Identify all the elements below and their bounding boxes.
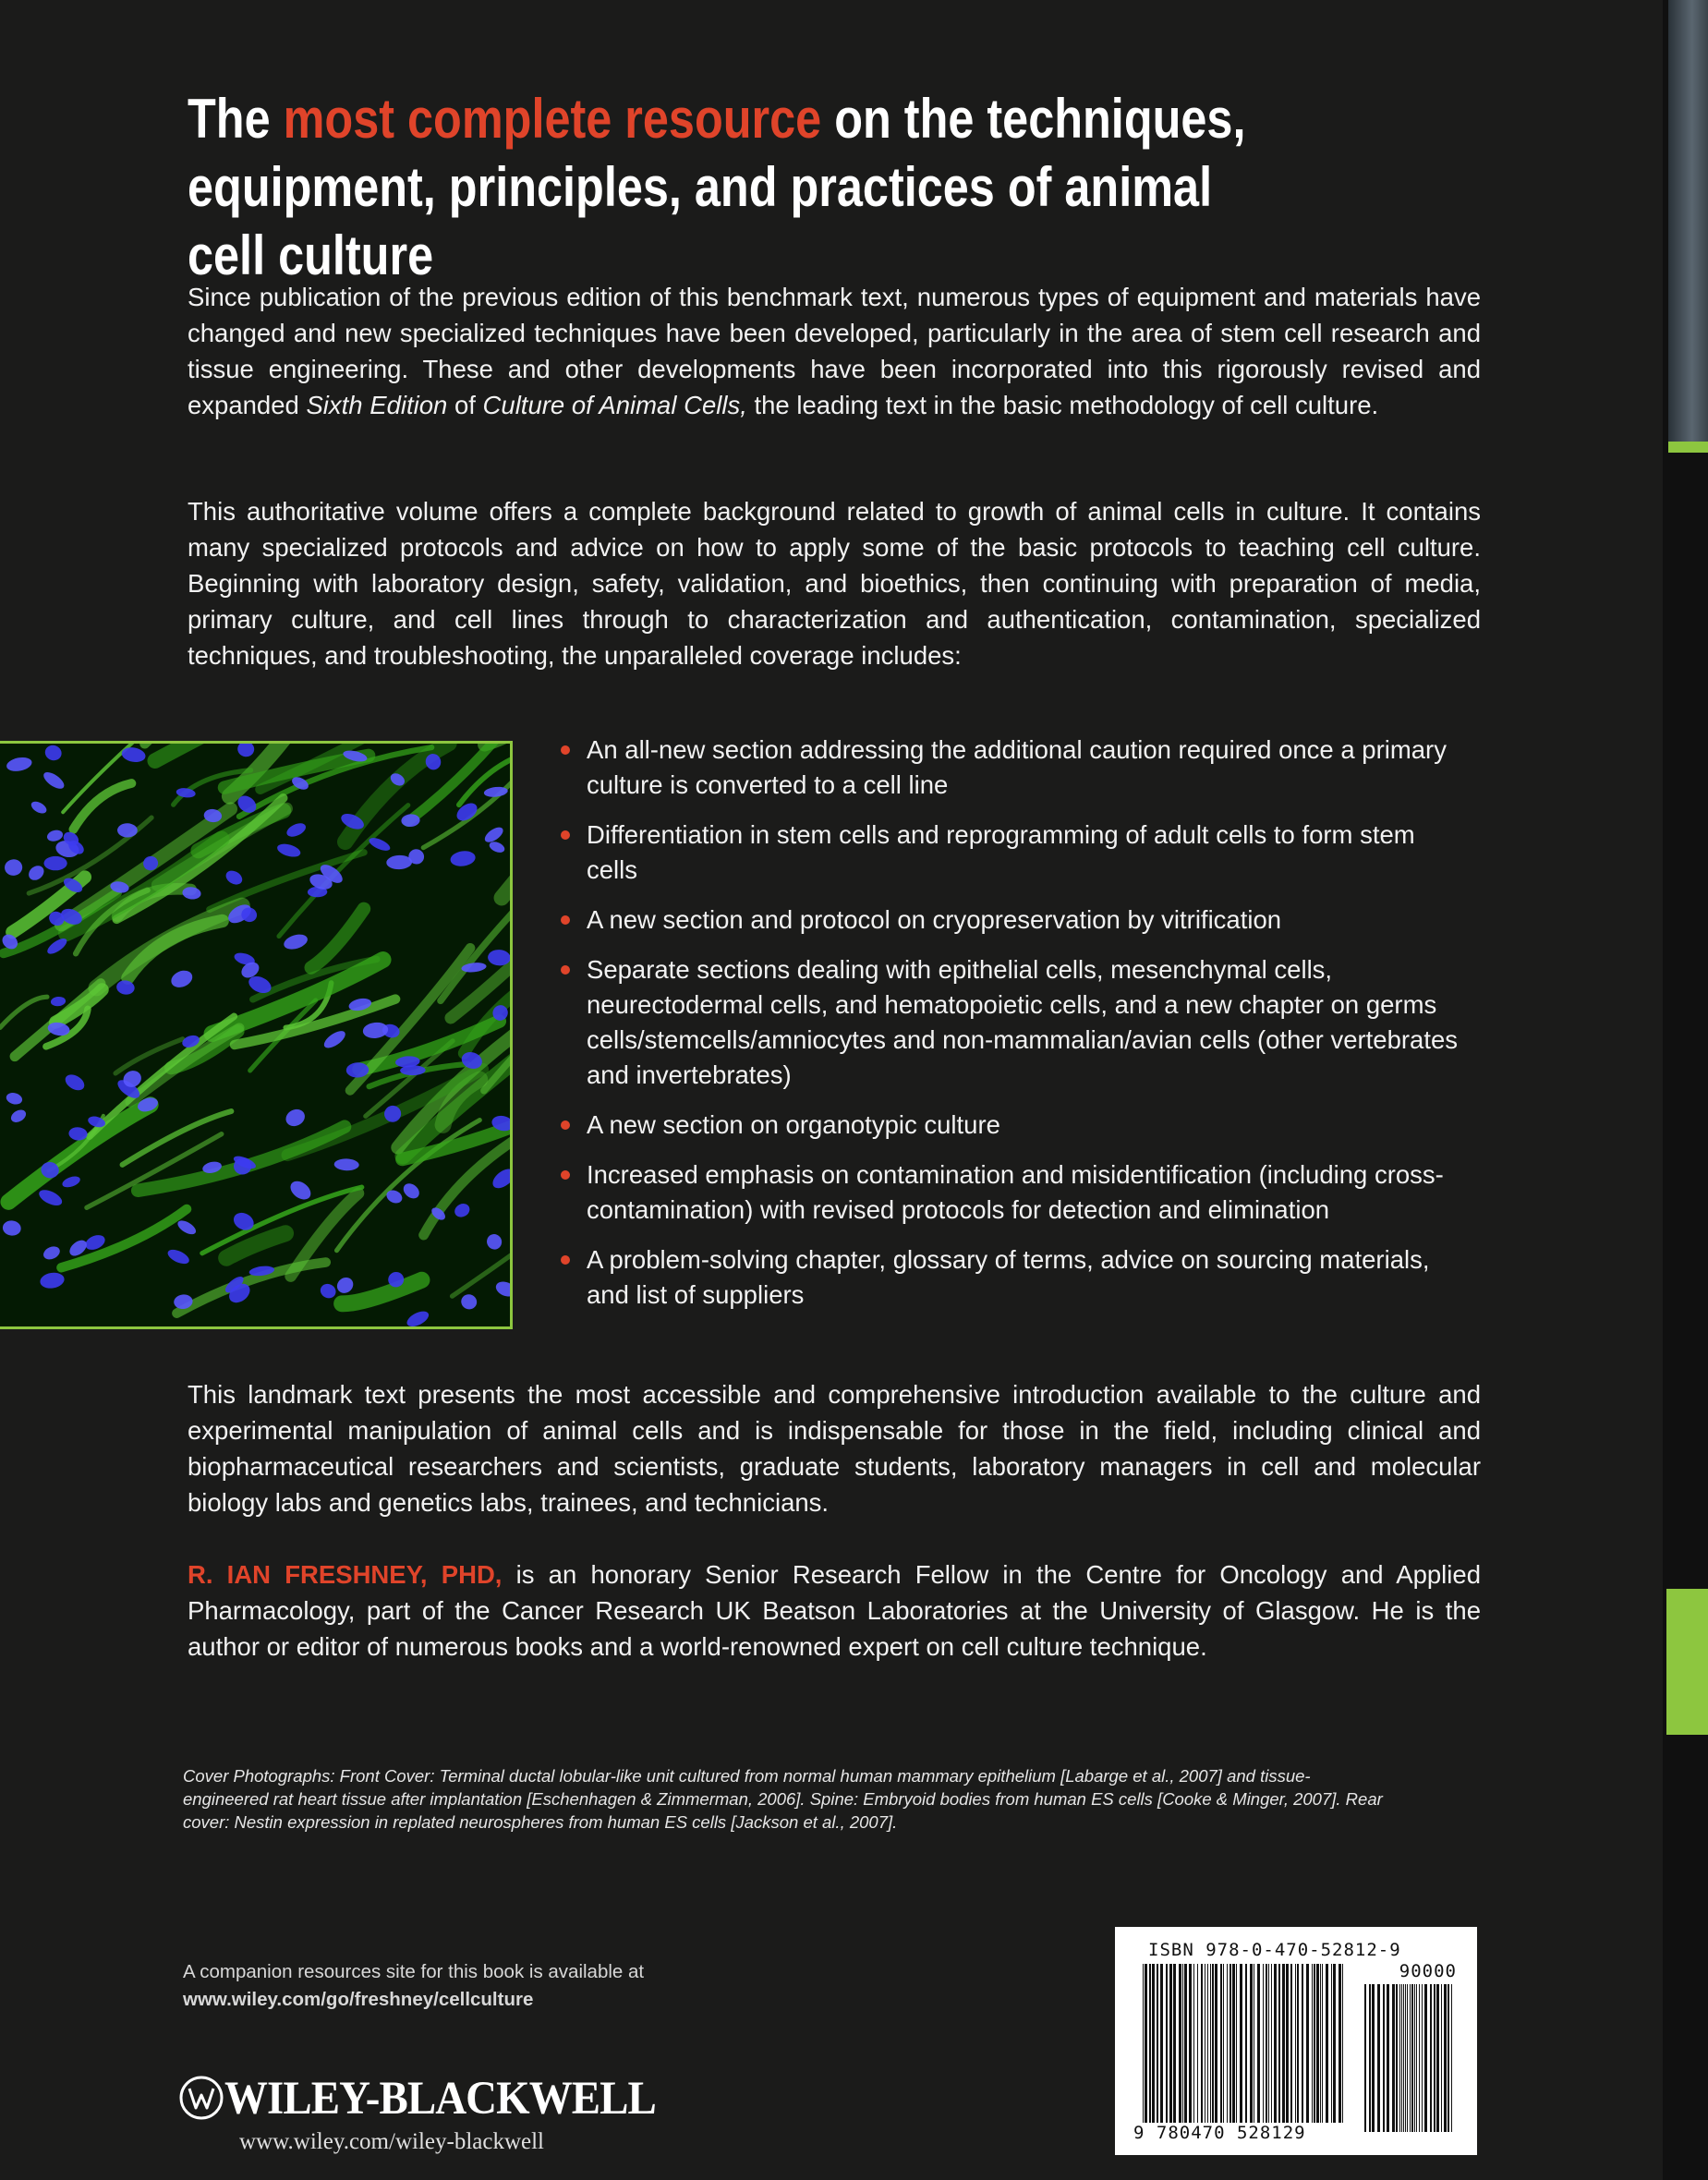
list-item	[559, 1242, 1469, 1313]
intro-paragraph	[188, 279, 1481, 423]
publisher-url[interactable]: www.wiley.com/wiley-blackwell	[239, 2129, 544, 2154]
barcode-bar	[1278, 1964, 1280, 2123]
barcode-bar	[1436, 1984, 1439, 2132]
barcode-bar	[1173, 1964, 1176, 2123]
barcode-bar	[1399, 1984, 1400, 2132]
barcode-bar	[1339, 1964, 1341, 2123]
barcode-bar	[1411, 1984, 1413, 2132]
barcode-bar	[1326, 1964, 1328, 2123]
barcode-bar	[1322, 1964, 1323, 2123]
barcode-bar	[1448, 1984, 1449, 2132]
barcode-bar	[1145, 1964, 1147, 2123]
list-item	[559, 733, 1469, 803]
list-item	[559, 818, 1469, 888]
barcode-bar	[1263, 1964, 1264, 2123]
barcode-bar	[1149, 1964, 1151, 2123]
barcode-bar	[1274, 1964, 1277, 2123]
barcode-bar	[1212, 1964, 1214, 2123]
barcode-bar	[1157, 1964, 1158, 2123]
list-item	[559, 952, 1469, 1093]
barcode-bar	[1331, 1964, 1332, 2123]
barcode-bar	[1364, 1984, 1366, 2132]
barcode-bar	[1372, 1984, 1375, 2132]
micrograph-svg	[0, 744, 510, 1326]
feature-list	[559, 733, 1469, 1327]
barcode-bar	[1410, 1984, 1411, 2132]
author-bio	[188, 1556, 1481, 1665]
bullet-icon	[561, 1120, 570, 1130]
spine-green-band-middle	[1666, 1589, 1708, 1735]
publisher-name: WILEY-BLACKWELL	[224, 2073, 656, 2125]
barcode-bar	[1297, 1964, 1299, 2123]
barcode-bar	[1223, 1964, 1224, 2123]
list-item-text: A new section on organotypic culture	[587, 1110, 1000, 1139]
bullet-icon	[561, 830, 570, 840]
list-item-text: An all-new section addressing the additional caution required once a primary culture is converted to a cell line	[587, 735, 1447, 799]
list-item-text: Differentiation in stem cells and reprogramming of adult cells to form stem cells	[587, 820, 1415, 884]
list-item-text: Increased emphasis on contamination and misidentification (including cross-contamination) with revised protocols for detection and elimination	[587, 1160, 1444, 1224]
barcode-bar	[1434, 1984, 1435, 2132]
companion-url[interactable]: www.wiley.com/go/freshney/cellculture	[183, 1989, 534, 2010]
barcode-bar	[1215, 1964, 1217, 2123]
landmark-paragraph: This landmark text presents the most accessible and comprehensive introduction available to the culture and experimental manipulation of animal cells and is indispensable for those in the field, including clinical and biopharmaceutical researchers and scientists, graduate students, laboratory managers in cell and molecular biology labs and genetics labs, trainees, and technicians.	[188, 1380, 1481, 1517]
barcode-bar	[1210, 1964, 1211, 2123]
barcode-bar	[1342, 1964, 1343, 2123]
barcode-bar	[1302, 1964, 1303, 2123]
barcode-bar	[1143, 1964, 1144, 2123]
barcode-bar	[1160, 1964, 1163, 2123]
barcode-bar	[1369, 1984, 1371, 2132]
headline-part2: on the techniques, equipment, principles, and practices of animal cell culture	[188, 88, 1246, 286]
spine-photo-strip	[1668, 0, 1708, 453]
barcode-bar	[1333, 1964, 1336, 2123]
barcode-bar	[1152, 1964, 1155, 2123]
headline-accent: most complete resource	[283, 88, 822, 150]
price-code: 90000	[1399, 1961, 1457, 1981]
barcode-bar	[1240, 1964, 1242, 2123]
barcode-bar	[1422, 1984, 1423, 2132]
barcode-bar	[1250, 1964, 1253, 2123]
barcode-bar	[1257, 1964, 1260, 2123]
barcode-bar	[1424, 1984, 1427, 2132]
barcode-bar	[1316, 1964, 1319, 2123]
list-item-text: Separate sections dealing with epithelial cells, mesenchymal cells, neurectodermal cells, and hematopoietic cells, and a new chapter on germs cells/stemcells/amniocytes and non-mammalian/avian cells (other vertebrates and invertebrates)	[587, 955, 1459, 1089]
barcode-bar	[1430, 1984, 1432, 2132]
intro-edition: Sixth Edition	[306, 391, 448, 419]
companion-site-note	[183, 1958, 644, 2014]
barcode-bar	[1396, 1984, 1398, 2132]
barcode-bar	[1306, 1964, 1309, 2123]
barcode-bar	[1392, 1984, 1395, 2132]
barcode-bar	[1189, 1964, 1192, 2123]
intro-of: of	[447, 391, 483, 419]
barcode-bar	[1230, 1964, 1231, 2123]
barcode-bar	[1271, 1964, 1272, 2123]
barcode-bar	[1290, 1964, 1292, 2123]
author-bio-text: is an honorary Senior Research Fellow in the Centre for Oncology and Applied Pharmacology, part of the Cancer Research UK Beatson Laboratories at the University of Glasgow. He is the author or editor of numerous books and a world-renowned expert on cell culture technique.	[188, 1560, 1481, 1661]
isbn-number: ISBN 978-0-470-52812-9	[1148, 1940, 1401, 1960]
barcode-bar	[1227, 1964, 1228, 2123]
barcode-bar	[1286, 1964, 1289, 2123]
headline	[188, 85, 1290, 290]
bullet-icon	[561, 965, 570, 975]
intro-text-a: Since publication of the previous edition of this benchmark text, numerous types of equipment and materials have changed and new specialized techniques have been developed, particularly in the area of stem cell research and tissue engineering. These and other developments have been incorporated into this rigorously revised and expanded	[188, 283, 1481, 419]
list-item-text: A new section and protocol on cryopreservation by vitrification	[587, 905, 1282, 934]
barcode-bar	[1207, 1964, 1208, 2123]
barcode-addon-icon	[1364, 1984, 1457, 2132]
companion-text: A companion resources site for this book is available at	[183, 1961, 645, 1982]
barcode-bar	[1441, 1984, 1442, 2132]
bullet-icon	[561, 1255, 570, 1265]
bullet-icon	[561, 1170, 570, 1180]
barcode-main-icon	[1143, 1964, 1346, 2123]
barcode-bar	[1182, 1964, 1183, 2123]
barcode-bar	[1407, 1984, 1408, 2132]
barcode-bar	[1403, 1984, 1404, 2132]
volume-paragraph: This authoritative volume offers a complete background related to growth of animal cells in culture. It contains many specialized protocols and advice on how to apply some of the basic protocols to teaching cell culture. Beginning with laboratory design, safety, validation, and bioethics, then continuing with preparation of media, primary culture, and cell lines through to characterization and authentication, contamination, specialized techniques, and troubleshooting, the unparalleled coverage includes:	[188, 497, 1481, 670]
barcode-bar	[1416, 1984, 1417, 2132]
barcode-bar	[1377, 1984, 1380, 2132]
list-item-text: A problem-solving chapter, glossary of terms, advice on sourcing materials, and list of suppliers	[587, 1245, 1430, 1309]
barcode-bar	[1220, 1964, 1222, 2123]
barcode-bar	[1166, 1964, 1168, 2123]
barcode-bar	[1414, 1984, 1415, 2132]
barcode-bar	[1405, 1984, 1406, 2132]
cell-nucleus	[44, 856, 67, 870]
barcode-bar	[1232, 1964, 1235, 2123]
barcode-bar	[1312, 1964, 1313, 2123]
list-item	[559, 902, 1469, 938]
author-name: R. IAN FRESHNEY, PHD,	[188, 1560, 503, 1589]
barcode-bar	[1245, 1964, 1247, 2123]
barcode-bar	[1451, 1984, 1452, 2132]
barcode-bar	[1387, 1984, 1389, 2132]
publisher-logo	[178, 2067, 696, 2169]
barcode-bar	[1201, 1964, 1203, 2123]
fluorescence-micrograph-image	[0, 741, 513, 1329]
barcode-bar	[1193, 1964, 1194, 2123]
barcode-bar	[1295, 1964, 1296, 2123]
wiley-w-mark-icon	[178, 2075, 224, 2121]
intro-text-b: the leading text in the basic methodology of cell culture.	[746, 391, 1379, 419]
barcode-bar	[1197, 1964, 1198, 2123]
bullet-icon	[561, 915, 570, 925]
barcode-bar	[1383, 1984, 1385, 2132]
barcode-bar	[1236, 1964, 1237, 2123]
spine-green-band-top	[1668, 442, 1708, 453]
list-item	[559, 1108, 1469, 1143]
isbn-barcode	[1115, 1927, 1477, 2155]
barcode-bar	[1320, 1964, 1321, 2123]
barcode-bar	[1169, 1964, 1172, 2123]
barcode-bar	[1268, 1964, 1269, 2123]
headline-part1: The	[188, 88, 284, 150]
barcode-bar	[1184, 1964, 1187, 2123]
barcode-bar	[1179, 1964, 1181, 2123]
barcode-bar	[1282, 1964, 1285, 2123]
barcode-bar	[1266, 1964, 1267, 2123]
intro-book-title: Culture of Animal Cells,	[482, 391, 747, 419]
bullet-icon	[561, 745, 570, 755]
barcode-bar	[1314, 1964, 1315, 2123]
barcode-bar	[1419, 1984, 1420, 2132]
cover-photo-credits: Cover Photographs: Front Cover: Terminal ductal lobular-like unit cultured from normal human mammary epithelium [Labarge et al., 2007] and tissue-engineered rat heart tissue after implantation [Eschenhagen & Zimmerman, 2006]. Spine: Embryoid bodies from human ES cells [Cooke & Minger, 2007]. Rear cover: Nestin expression in replated neurospheres from human ES cells [Jackson et al., 2007].	[183, 1766, 1383, 1832]
barcode-bar	[1401, 1984, 1402, 2132]
list-item	[559, 1157, 1469, 1228]
ean-digits: 9 780470 528129	[1133, 2123, 1306, 2143]
barcode-bar	[1444, 1984, 1447, 2132]
